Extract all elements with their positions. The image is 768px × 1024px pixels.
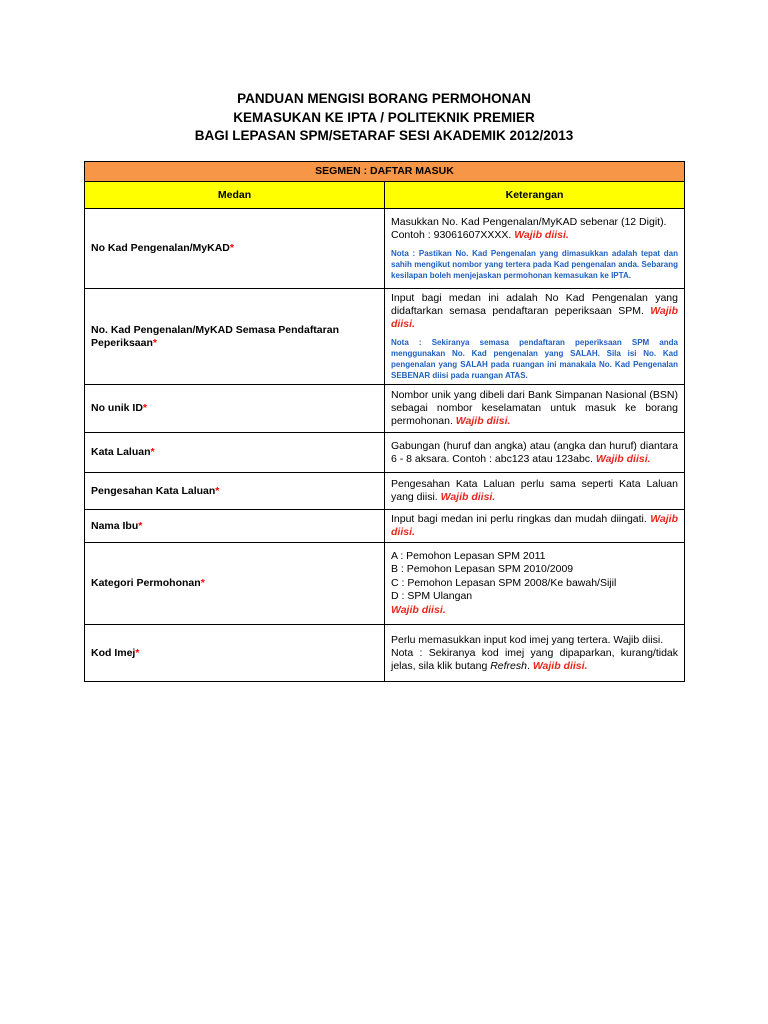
document-title xyxy=(0,90,768,146)
field-name-kod-imej: Kod Imej* xyxy=(85,625,385,682)
refresh-label: Refresh xyxy=(490,659,527,672)
wajib-label: Wajib diisi. xyxy=(391,513,678,538)
kategori-option-d: D : SPM Ulangan xyxy=(391,590,473,603)
kategori-option-a: A : Pemohon Lepasan SPM 2011 xyxy=(391,549,546,562)
required-mark: * xyxy=(152,336,157,349)
required-mark: * xyxy=(200,577,205,589)
table-row-unik xyxy=(85,385,685,433)
field-desc-kod-imej: Perlu memasukkan input kod imej yang tertera. Wajib diisi. Nota : Sekiranya kod imej yang dipaparkan, kurang/tidak jelas, sila klik butang Refresh. Wajib diisi. xyxy=(385,625,685,682)
segment-header: SEGMEN : DAFTAR MASUK xyxy=(85,162,685,182)
guide-table xyxy=(84,161,685,682)
required-mark: * xyxy=(138,519,143,532)
kategori-option-b: B : Pemohon Lepasan SPM 2010/2009 xyxy=(391,563,574,576)
title-line-1: PANDUAN MENGISI BORANG PERMOHONAN xyxy=(237,91,531,106)
field-desc-nama-ibu: Input bagi medan ini perlu ringkas dan mudah diingati. Wajib diisi. xyxy=(385,510,685,543)
wajib-label: Wajib diisi. xyxy=(440,491,496,503)
column-header-medan: Medan xyxy=(85,182,385,209)
field-name-unik: No unik ID* xyxy=(85,385,385,433)
field-name-kategori: Kategori Permohonan* xyxy=(85,543,385,625)
table-row-ic-exam xyxy=(85,289,685,385)
wajib-label: Wajib diisi. xyxy=(455,415,511,427)
wajib-label: Wajib diisi. xyxy=(532,659,588,672)
wajib-label: Wajib diisi. xyxy=(595,452,651,465)
kategori-option-c: C : Pemohon Lepasan SPM 2008/Ke bawah/Sijil xyxy=(391,576,617,589)
wajib-label: Wajib diisi. xyxy=(514,229,569,241)
required-mark: * xyxy=(229,242,234,254)
field-name-ic-exam: No. Kad Pengenalan/MyKAD Semasa Pendaftaran Peperiksaan* xyxy=(85,289,385,385)
required-mark: * xyxy=(142,402,148,414)
required-mark: * xyxy=(150,446,155,458)
field-desc-kata-laluan: Gabungan (huruf dan angka) atau (angka dan huruf) diantara 6 - 8 aksara. Contoh : abc123 atau 123abc. Wajib diisi. xyxy=(385,433,685,473)
title-line-2: KEMASUKAN KE IPTA / POLITEKNIK PREMIER xyxy=(233,109,535,125)
required-mark: * xyxy=(215,484,220,497)
title-line-3: BAGI LEPASAN SPM/SETARAF SESI AKADEMIK 2012/2013 xyxy=(194,128,574,143)
note-ic-exam: Nota : Sekiranya semasa pendaftaran peperiksaan SPM anda menggunakan No. Kad pengenalan yang SALAH. Sila isi No. Kad pengenalan yang SALAH pada ruangan ini manakala No. Kad Pengenalan SEBENAR diisi pada ruangan ATAS. xyxy=(391,338,678,380)
required-mark: * xyxy=(135,646,140,659)
field-desc-ic-exam: Input bagi medan ini adalah No Kad Pengenalan yang didaftarkan semasa pendaftaran peperiksaan SPM. Wajib diisi. Nota : Sekiranya semasa pendaftaran peperiksaan SPM anda menggunakan No. Kad pengenalan yang SALAH. Sila isi No. Kad pengenalan yang SALAH pada ruangan ini manakala No. Kad Pengenalan SEBENAR diisi pada ruangan ATAS. xyxy=(385,289,685,385)
field-name-pengesahan: Pengesahan Kata Laluan* xyxy=(85,473,385,510)
field-name-nama-ibu: Nama Ibu* xyxy=(85,510,385,543)
column-header-keterangan: Keterangan xyxy=(385,182,685,209)
field-desc-unik: Nombor unik yang dibeli dari Bank Simpanan Nasional (BSN) sebagai nombor keselamatan untuk masuk ke borang permohonan. Wajib diisi. xyxy=(385,385,685,433)
table-row-kategori xyxy=(85,543,685,625)
table-row-kod-imej xyxy=(85,625,685,682)
table-row-nama-ibu xyxy=(85,510,685,543)
field-desc-kategori xyxy=(385,543,685,625)
field-desc-ic: Masukkan No. Kad Pengenalan/MyKAD sebenar (12 Digit). Contoh : 93061607XXXX. Wajib diisi. Nota : Pastikan No. Kad Pengenalan yang dimasukkan adalah tepat dan sahih mengikut nombor yang tertera pada Kad pengenalan anda. Sebarang kesilapan boleh menjejaskan permohonan kemasukan ke IPTA. xyxy=(385,209,685,289)
table-row-ic xyxy=(85,209,685,289)
note-ic: Nota : Pastikan No. Kad Pengenalan yang dimasukkan adalah tepat dan sahih mengikut nombor yang tertera pada Kad pengenalan anda. Sebarang kesilapan boleh menjejaskan permohonan kemasukan ke IPTA. xyxy=(391,249,678,280)
field-desc-pengesahan: Pengesahan Kata Laluan perlu sama seperti Kata Laluan yang diisi. Wajib diisi. xyxy=(385,473,685,510)
wajib-label: Wajib diisi. xyxy=(391,305,678,330)
field-name-ic: No Kad Pengenalan/MyKAD* xyxy=(85,209,385,289)
table-row-pengesahan xyxy=(85,473,685,510)
field-name-kata-laluan: Kata Laluan* xyxy=(85,433,385,473)
table-row-kata-laluan xyxy=(85,433,685,473)
wajib-label: Wajib diisi. xyxy=(391,603,446,616)
